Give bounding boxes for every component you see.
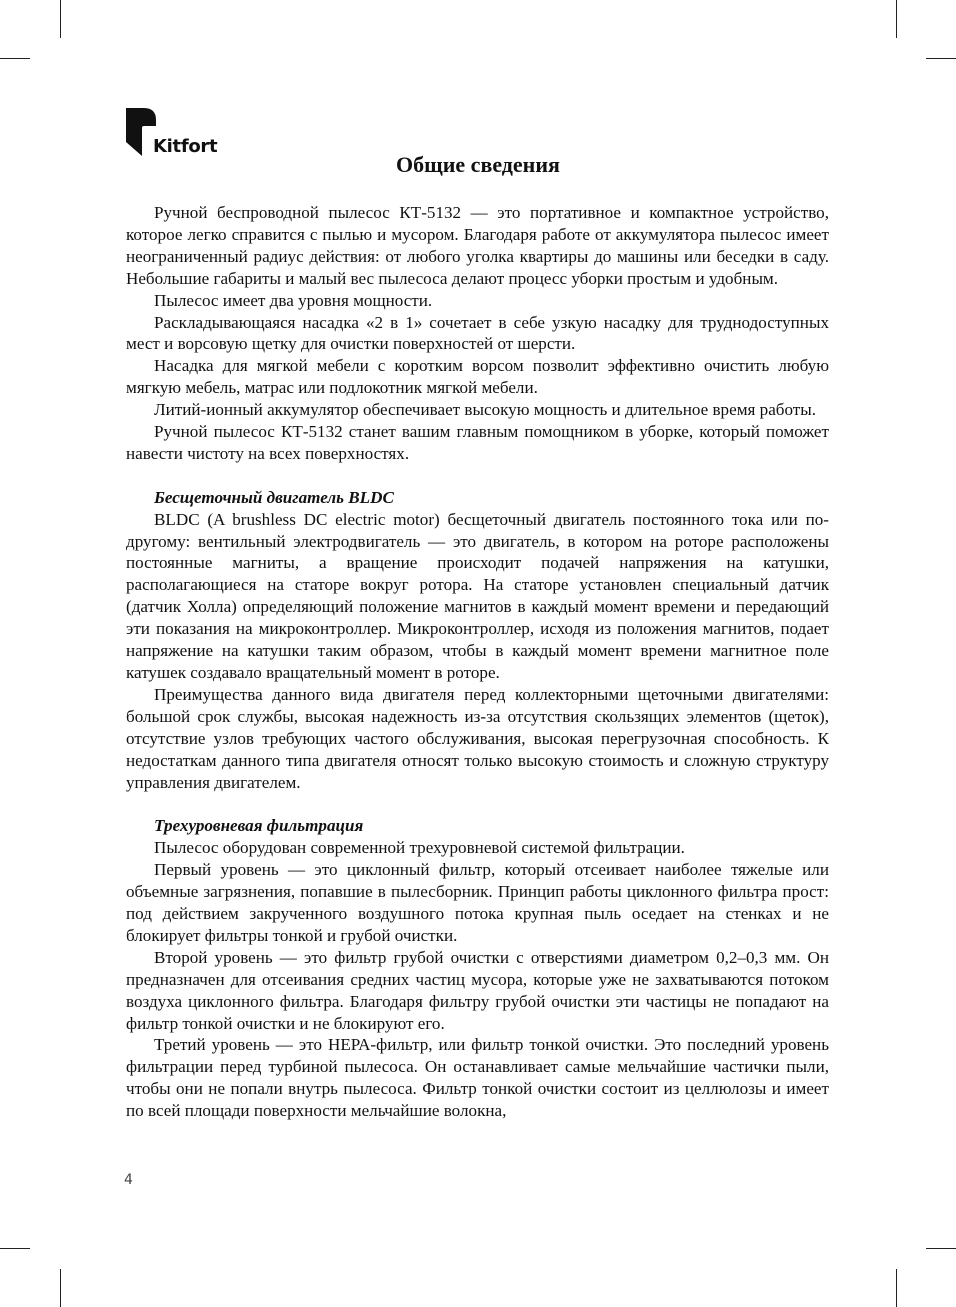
page-title: Общие сведения: [396, 152, 560, 177]
section-heading-filtration: Трехуровневая фильтрация: [154, 816, 364, 836]
page-number: 4: [124, 1172, 133, 1188]
crop-mark-left-bottom: [0, 1248, 30, 1249]
intro-paragraph: Литий-ионный аккумулятор обеспечивает высокую мощность и длительное время работы.: [154, 400, 817, 420]
bldc-paragraph: Преимущества данного вида двигателя перед коллекторными щеточными двигателями: большой срок службы, высокая надежность из-за отсутствия скользящих элементов (щеток), отсутствие узлов требующих частого обслуживания, высокая перегрузочная способность. К недостаткам данного типа двигателя относят только высокую стоимость и сложную структуру управления двигателем.: [126, 684, 829, 792]
crop-mark-top-left: [60, 0, 61, 38]
filtration-paragraph: Третий уровень — это НЕРА-фильтр, или фильтр тонкой очистки. Это последний уровень фильтрации перед турбиной пылесоса. Он останавливает самые мельчайшие частички пыли, чтобы они не попали внутрь пылесоса. Фильтр тонкой очистки состоит из целлюлозы и имеет по всей площади поверхности мельчайшие волокна,: [126, 1035, 829, 1121]
crop-mark-right-top: [926, 58, 956, 59]
filtration-paragraph: Второй уровень — это фильтр грубой очистки с отверстиями диаметром 0,2–0,3 мм. Он предназначен для отсеивания средних частиц мусора, которые уже не захватываются потоком воздуха циклонного фильтра. Благодаря фильтру грубой очистки эти частицы не попадают на фильтр тонкой очистки и не блокируют его.: [126, 947, 829, 1033]
kitfort-logo: [126, 108, 226, 158]
bldc-paragraph: BLDC (A brushless DC electric motor) бесщеточный двигатель постоянного тока или по-другому: вентильный электродвигатель — это двигатель, в котором на роторе расположены постоянные магниты, а вращение происходит подачей напряжения на катушки, располагающиеся на статоре вокруг ротора. На статоре установлен специальный датчик (датчик Холла) определяющий положение магнитов в каждый момент времени и передающий эти показания на микроконтроллер. Микроконтроллер, исходя из положения магнитов, подает напряжение на катушки таким образом, чтобы в каждый момент времени магнитное поле катушек создавало вращательный момент в роторе.: [126, 509, 829, 683]
filtration-paragraph: Первый уровень — это циклонный фильтр, который отсеивает наиболее тяжелые или объемные загрязнения, попавшие в пылесборник. Принцип работы циклонного фильтра прост: под действием закрученного воздушного потока крупная пыль оседает на стенках и не блокирует фильтры тонкой и грубой очистки.: [126, 860, 829, 945]
spacer: [126, 793, 829, 815]
crop-mark-top-right: [896, 0, 897, 38]
document-body: [126, 202, 829, 1122]
intro-paragraph: Ручной беспроводной пылесос КТ-5132 — это портативное и компактное устройство, которое легко справится с пылью и мусором. Благодаря работе от аккумулятора пылесос имеет неограниченный радиус действия: от любого уголка квартиры до машины или беседки в саду. Небольшие габариты и малый вес пылесоса делают процесс уборки простым и удобным.: [126, 203, 829, 288]
filtration-paragraph: Пылесос оборудован современной трехуровневой системой фильтрации.: [154, 838, 685, 858]
crop-mark-right-bottom: [926, 1248, 956, 1249]
crop-mark-bottom-left: [60, 1269, 61, 1307]
intro-paragraph: Раскладывающаяся насадка «2 в 1» сочетает в себе узкую насадку для труднодоступных мест и ворсовую щетку для очистки поверхностей от шерсти.: [126, 312, 829, 354]
intro-paragraph: Ручной пылесос КТ-5132 станет вашим главным помощником в уборке, который поможет навести чистоту на всех поверхностях.: [126, 422, 829, 463]
kitfort-logo-text: Kitfort: [153, 136, 218, 157]
spacer: [126, 465, 829, 487]
crop-mark-left-top: [0, 58, 30, 59]
intro-paragraph: Пылесос имеет два уровня мощности.: [154, 290, 433, 310]
intro-paragraph: Насадка для мягкой мебели с коротким ворсом позволит эффективно очистить любую мягкую мебель, матрас или подлокотник мягкой мебели.: [126, 356, 829, 398]
section-heading-bldc: Бесщеточный двигатель BLDC: [154, 487, 394, 507]
crop-mark-bottom-right: [896, 1269, 897, 1307]
